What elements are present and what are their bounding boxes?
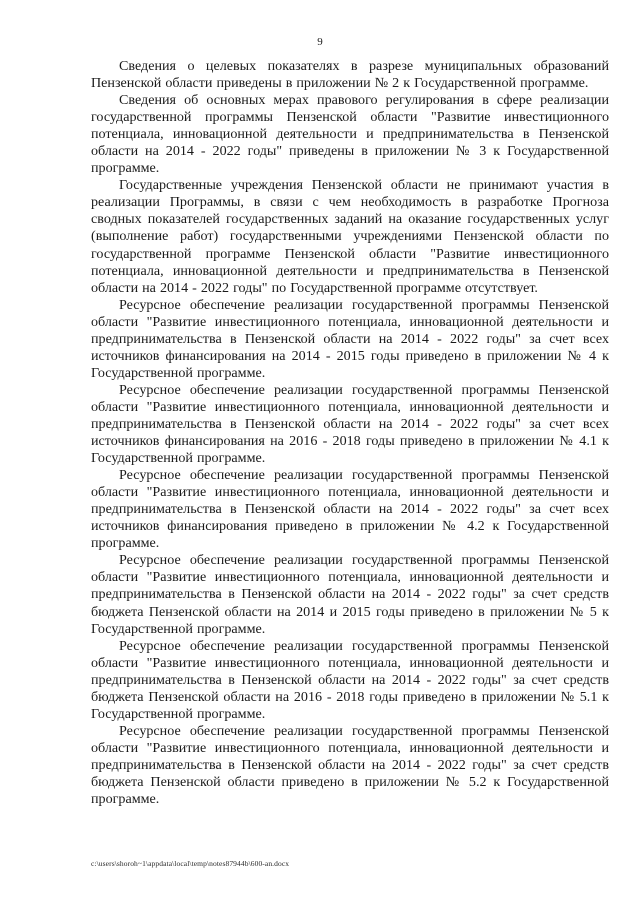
paragraph-resources-2014-2015: Ресурсное обеспечение реализации государственной программы Пензенской области "Развитие инвестиционного потенциала, инновационной деятельности и предпринимательства в Пензенской области на 2014 - 2022 годы" за счет всех источников финансирования на 2014 - 2015 годы приведено в приложении № 4 к Государственной программе. [91, 296, 609, 381]
paragraph-legal-regulation: Сведения об основных мерах правового регулирования в сфере реализации государственной программы Пензенской области "Развитие инвестиционного потенциала, инновационной деятельности и предпринимательства в Пензенской области на 2014 - 2022 годы" приведены в приложении № 3 к Государственной программе. [91, 92, 609, 177]
paragraph-budget-2014-2015: Ресурсное обеспечение реализации государственной программы Пензенской области "Развитие инвестиционного потенциала, инновационной деятельности и предпринимательства в Пензенской области на 2014 - 2022 годы" за счет средств бюджета Пензенской области на 2014 и 2015 годы приведено в приложении № 5 к Государственной программе. [91, 552, 609, 637]
paragraph-resources-2016-2018: Ресурсное обеспечение реализации государственной программы Пензенской области "Развитие инвестиционного потенциала, инновационной деятельности и предпринимательства в Пензенской области на 2014 - 2022 годы" за счет всех источников финансирования на 2016 - 2018 годы приведено в приложении № 4.1 к Государственной программе. [91, 381, 609, 467]
paragraph-state-institutions: Государственные учреждения Пензенской области не принимают участия в реализации Программы, в связи с чем необходимость в разработке Прогноза сводных показателей государственных заданий на оказание государственных услуг (выполнение работ) государственными учреждениями Пензенской области по государственной программе Пензенской области "Развитие инвестиционного потенциала, инновационной деятельности и предпринимательства в Пензенской области на 2014 - 2022 годы" по Государственной программе отсутствует. [91, 177, 609, 296]
paragraph-resources-all-sources: Ресурсное обеспечение реализации государственной программы Пензенской области "Развитие инвестиционного потенциала, инновационной деятельности и предпринимательства в Пензенской области на 2014 - 2022 годы" за счет всех источников финансирования приведено в приложении № 4.2 к Государственной программе. [91, 467, 609, 552]
paragraph-budget-total: Ресурсное обеспечение реализации государственной программы Пензенской области "Развитие инвестиционного потенциала, инновационной деятельности и предпринимательства в Пензенской области на 2014 - 2022 годы" за счет средств бюджета Пензенской области приведено в приложении № 5.2 к Государственной программе. [91, 722, 609, 808]
paragraph-budget-2016-2018: Ресурсное обеспечение реализации государственной программы Пензенской области "Развитие инвестиционного потенциала, инновационной деятельности и предпринимательства в Пензенской области на 2014 - 2022 годы" за счет средств бюджета Пензенской области на 2016 - 2018 годы приведено в приложении № 5.1 к Государственной программе. [91, 637, 609, 722]
footer-file-path: c:\users\shoroh~1\appdata\local\temp\notes87944b\600-an.docx [91, 859, 290, 868]
document-body [91, 58, 609, 808]
paragraph-target-indicators: Сведения о целевых показателях в разрезе муниципальных образований Пензенской области приведены в приложении № 2 к Государственной программе. [91, 58, 609, 92]
page-number: 9 [317, 36, 323, 48]
